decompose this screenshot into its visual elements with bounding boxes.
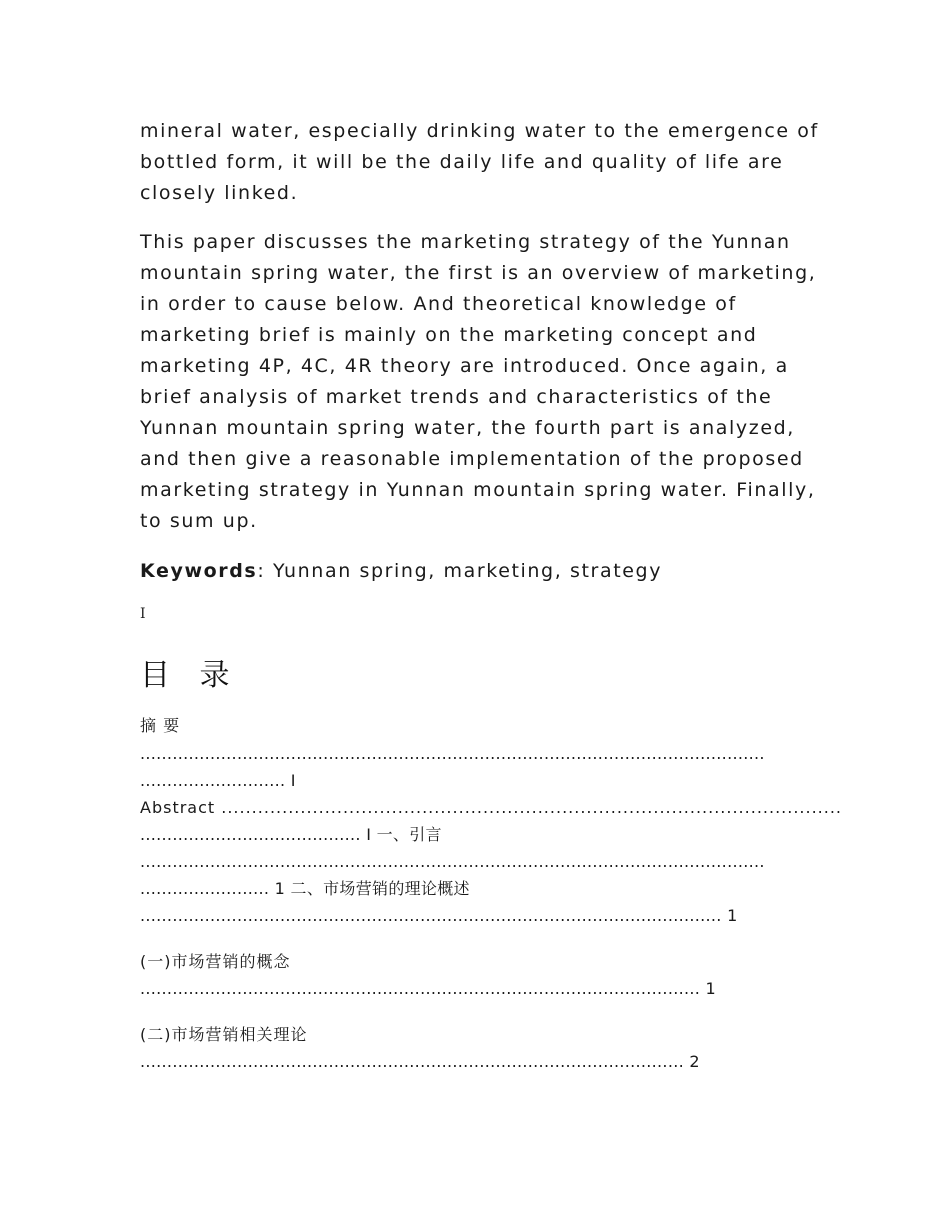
toc-entry-marketing-theory[interactable]: ........................ 1 二、市场营销的理论概述 xyxy=(140,879,470,898)
toc-entry-abstract-en[interactable]: Abstract ...................................................................................................... xyxy=(140,798,843,817)
toc-entry-marketing-concept[interactable]: (一)市场营销的概念 xyxy=(140,952,291,971)
abstract-paragraph-2: This paper discusses the marketing strategy of the Yunnan mountain spring water, the first is an overview of marketing, in order to cause below. And theoretical knowledge of marketing brief is mainly on the marketing concept and marketing 4P, 4C, 4R theory are introduced. Once again, a brief analysis of market trends and characteristics of the Yunnan mountain spring water, the fourth part is analyzed, and then give a reasonable implementation of the proposed marketing strategy in Yunnan mountain spring water. Finally, to sum up. xyxy=(140,231,817,532)
keywords-text: : Yunnan spring, marketing, strategy xyxy=(257,560,663,582)
keywords-line xyxy=(140,556,820,587)
toc-entry-introduction[interactable]: ......................................... I 一、引言 xyxy=(140,825,442,844)
toc-leader-dots: .................................................................................................................... xyxy=(140,852,765,871)
toc-leader-dots: .................................................................................................................... xyxy=(140,744,765,763)
toc-leader-page: ..................................................................................................... 2 xyxy=(140,1052,700,1071)
toc-leader-page: ............................................................................................................ 1 xyxy=(140,906,738,925)
toc-entry-related-theory[interactable]: (二)市场营销相关理论 xyxy=(140,1025,308,1044)
toc-entry-abstract-cn[interactable]: 摘 要 xyxy=(140,716,181,735)
toc-title: 目 录 xyxy=(140,658,240,693)
toc-leader-page: ........................................................................................................ 1 xyxy=(140,979,717,998)
page-number: I xyxy=(140,606,146,622)
abstract-paragraph-1: mineral water, especially drinking water to the emergence of bottled form, it will be the daily life and quality of life are closely linked. xyxy=(140,120,819,204)
keywords-label: Keywords xyxy=(140,560,258,582)
toc-leader-page: ........................... I xyxy=(140,771,296,790)
